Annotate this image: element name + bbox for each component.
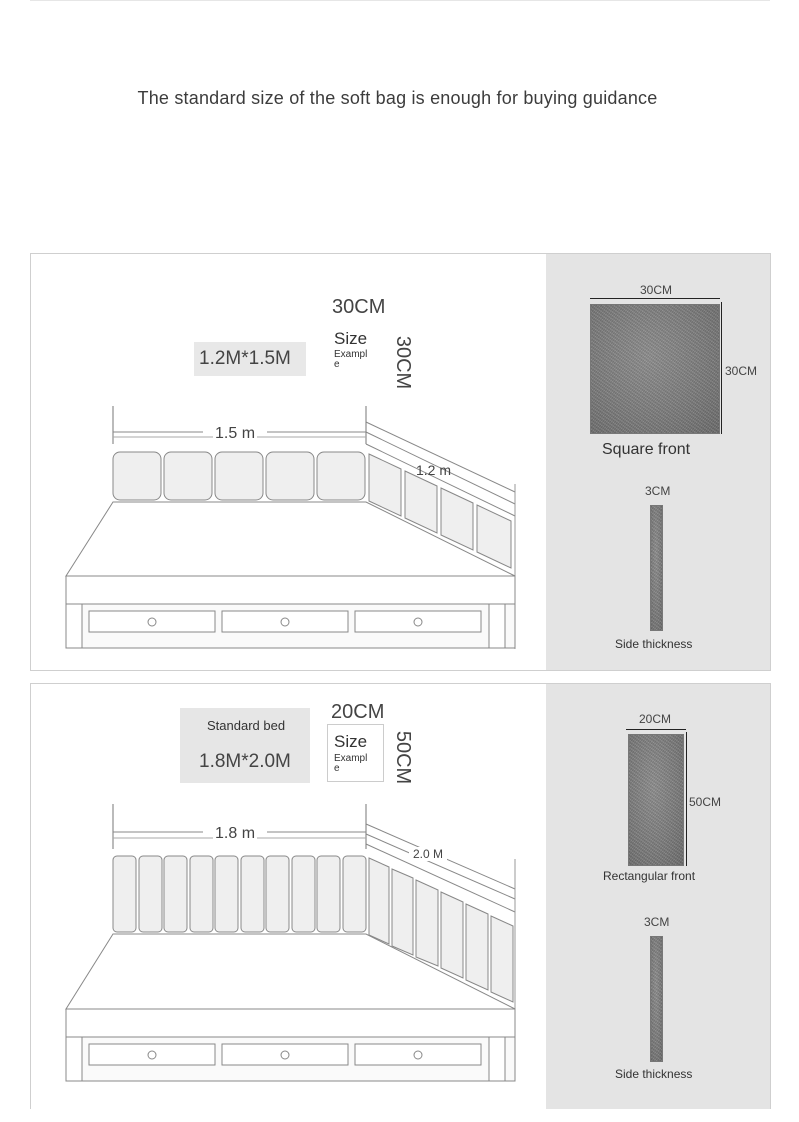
thickness-caption: Side thickness [615,637,693,651]
bed-illustration-small [31,254,546,670]
size-example-title: Size [334,732,368,751]
headboard-length-label: 1.5 m [215,425,256,442]
side-length-label: 2.0 M [409,847,447,861]
size-example-sub: Exampl e [334,753,368,774]
panel-spec-sidebar [546,254,770,670]
height-dimension-line [686,732,687,866]
front-caption: Rectangular front [603,869,696,883]
page-headline: The standard size of the soft bag is enough for buying guidance [137,88,658,108]
thickness-label: 3CM [645,484,671,498]
side-height-label: 30CM [725,364,758,378]
side-thickness-swatch [650,505,663,631]
rectangular-panel-swatch [628,734,684,866]
headboard-length-label: 1.8 m [215,825,256,842]
side-length-label: 1.2 m [416,462,452,478]
rectangular-panel-section [30,683,771,1109]
size-example-sub: Exampl e [334,349,368,370]
panel-width-label: 30CM [332,296,386,318]
height-dimension-line [721,302,722,434]
side-thickness-swatch [650,936,663,1062]
panel-height-label: 50CM [392,730,415,785]
top-divider [30,0,770,1]
bed-size-label: 1.2M*1.5M [199,348,291,369]
top-width-label: 30CM [640,283,673,297]
square-panel-swatch [590,304,720,434]
thickness-caption: Side thickness [615,1067,693,1081]
side-height-label: 50CM [689,795,722,809]
panel-width-label: 20CM [331,701,385,723]
width-dimension-line [626,729,686,730]
thickness-label: 3CM [644,915,670,929]
front-caption: Square front [602,441,691,458]
square-panel-section [30,253,771,671]
bed-type-label: Standard bed [207,718,286,733]
width-dimension-line [590,298,720,299]
panel-spec-sidebar [546,684,770,1109]
top-width-label: 20CM [639,712,672,726]
bed-size-label: 1.8M*2.0M [199,751,291,772]
size-example-title: Size [334,329,368,348]
panel-height-label: 30CM [392,335,415,390]
